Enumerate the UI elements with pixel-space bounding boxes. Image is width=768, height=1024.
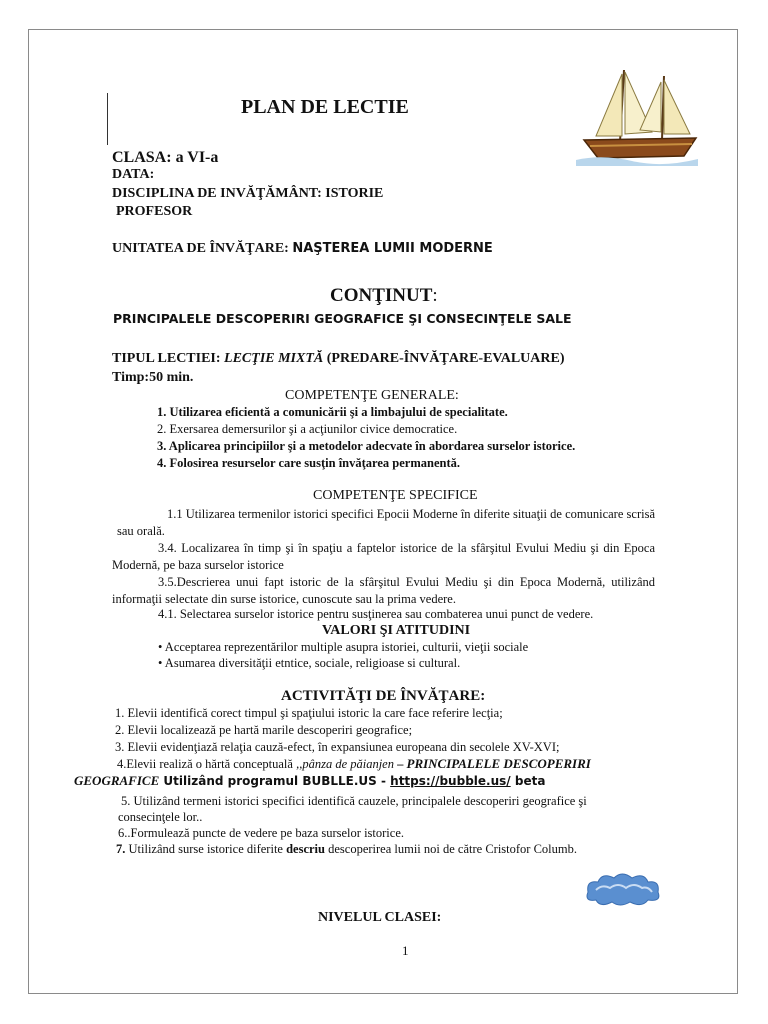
competenta-generala-4: 4. Folosirea resurselor care susţin învăţarea permanentă. [157,456,460,470]
page-number: 1 [402,943,409,958]
activitate-4-line2 [74,773,545,789]
competenta-specifica-1: 1.1 Utilizarea termenilor istorici specifici Epocii Moderne în diferite situaţii de comunicare scrisă sau orală. [117,507,655,538]
valoare-1: • Acceptarea reprezentărilor multiple asupra istoriei, culturii, vieţii sociale [158,640,529,654]
activitate-4-beta: beta [510,774,546,788]
competenta-specifica-2: 3.4. Localizarea în timp şi în spaţiu a faptelor istorice de la sfârşitul Evului Mediu şi din Epoca Modernă, pe baza surselor istorice [112,541,655,572]
activitate-2: 2. Elevii localizează pe hartă marile descoperiri geografice; [115,723,413,737]
activitate-7-num: 7. [116,842,126,856]
tip-rest: (PREDARE-ÎNVĂŢARE-EVALUARE) [326,351,565,366]
continut-colon: : [432,285,438,306]
clasa-line: CLASA: a VI-a [112,149,219,166]
disciplina-line: DISCIPLINA DE INVĂŢĂMÂNT: ISTORIE [112,186,384,201]
valori-heading: VALORI ŞI ATITUDINI [322,623,471,638]
timp-line: Timp:50 min. [112,370,194,385]
activitate-4-quote: ,,pânza de păianjen [296,757,394,771]
activitate-1: 1. Elevii identifică corect timpul şi spaţiului istoric la care face referire lecţia; [115,706,503,720]
competenta-generala-1: 1. Utilizarea eficientă a comunicării şi a limbajului de specialitate. [157,405,508,419]
tip-label: TIPUL LECTIEI: [112,351,221,366]
cloud-icon [582,870,664,910]
unitate-value: NAŞTEREA LUMII MODERNE [292,241,493,256]
profesor-line: PROFESOR [116,204,193,219]
activitate-4-title-1: PRINCIPALELE DESCOPERIRI [406,756,591,771]
activitati-heading: ACTIVITĂŢI DE ÎNVĂŢARE: [281,688,486,704]
competente-generale-heading: COMPETENŢE GENERALE: [285,388,459,403]
activitate-7 [116,842,577,857]
activitate-4-start: 4.Elevii realiză o hărtă conceptuală [117,757,297,771]
activitate-3: 3. Elevii evidenţiază relaţia cauză-efect, în expansiunea europeana din secolele XV-XVI; [115,740,560,754]
bubble-us-link[interactable]: https://bubble.us/ [390,774,511,788]
continut-label: CONŢINUT [330,285,433,306]
data-line: DATA: [112,167,155,182]
unitate-line [112,241,493,257]
continut-heading [330,285,438,307]
activitate-4-line1 [117,756,591,772]
competenta-generala-2: 2. Exersarea demersurilor şi a acţiunilor civice democratice. [157,422,458,436]
activitate-6: 6..Formulează puncte de vedere pe baza surselor istorice. [118,826,404,840]
competenta-specifica-4: 4.1. Selectarea surselor istorice pentru susţinerea sau combaterea unui punct de vedere. [158,607,594,621]
valoare-2: • Asumarea diversităţii etntice, sociale, religioase si cultural. [158,656,461,670]
activitate-4-program: Utilizând programul BUBLLE.US - [159,774,391,788]
page-title: PLAN DE LECTIE [241,96,409,118]
activitate-5-line2: consecinţele lor.. [118,810,203,824]
tip-value: LECŢIE MIXTĂ [224,351,324,366]
activitate-4-dash: – [394,757,407,771]
activitate-5-line1: 5. Utilizând termeni istorici specifici identifică cauzele, principalele descoperiri geografice şi [121,794,587,808]
tip-lectie-line [112,351,565,367]
continut-subtitle: PRINCIPALELE DESCOPERIRI GEOGRAFICE ŞI CONSECINŢELE SALE [113,311,572,326]
activitate-7-bold: descriu [286,842,325,856]
unitate-label: UNITATEA DE ÎNVĂŢARE: [112,241,289,256]
competenta-specifica-3: 3.5.Descrierea unui fapt istoric de la sfârşitul Evului Mediu şi din Epoca Modernă, utilizând informaţii selectate din surse istorice, cunoscute sau la prima vedere. [112,575,655,606]
activitate-4-title-2: GEOGRAFICE [74,773,160,788]
nivelul-clasei: NIVELUL CLASEI: [318,910,442,925]
activitate-7-a: Utilizând surse istorice diferite [125,842,287,856]
text-cursor [107,93,108,145]
activitate-7-b: descoperirea lumii noi de către Cristofor Columb. [324,842,577,856]
competente-specifice-heading: COMPETENŢE SPECIFICE [313,488,478,503]
sailing-ship-icon [572,62,702,172]
competenta-generala-3: 3. Aplicarea principiilor şi a metodelor adecvate în abordarea surselor istorice. [157,439,576,453]
